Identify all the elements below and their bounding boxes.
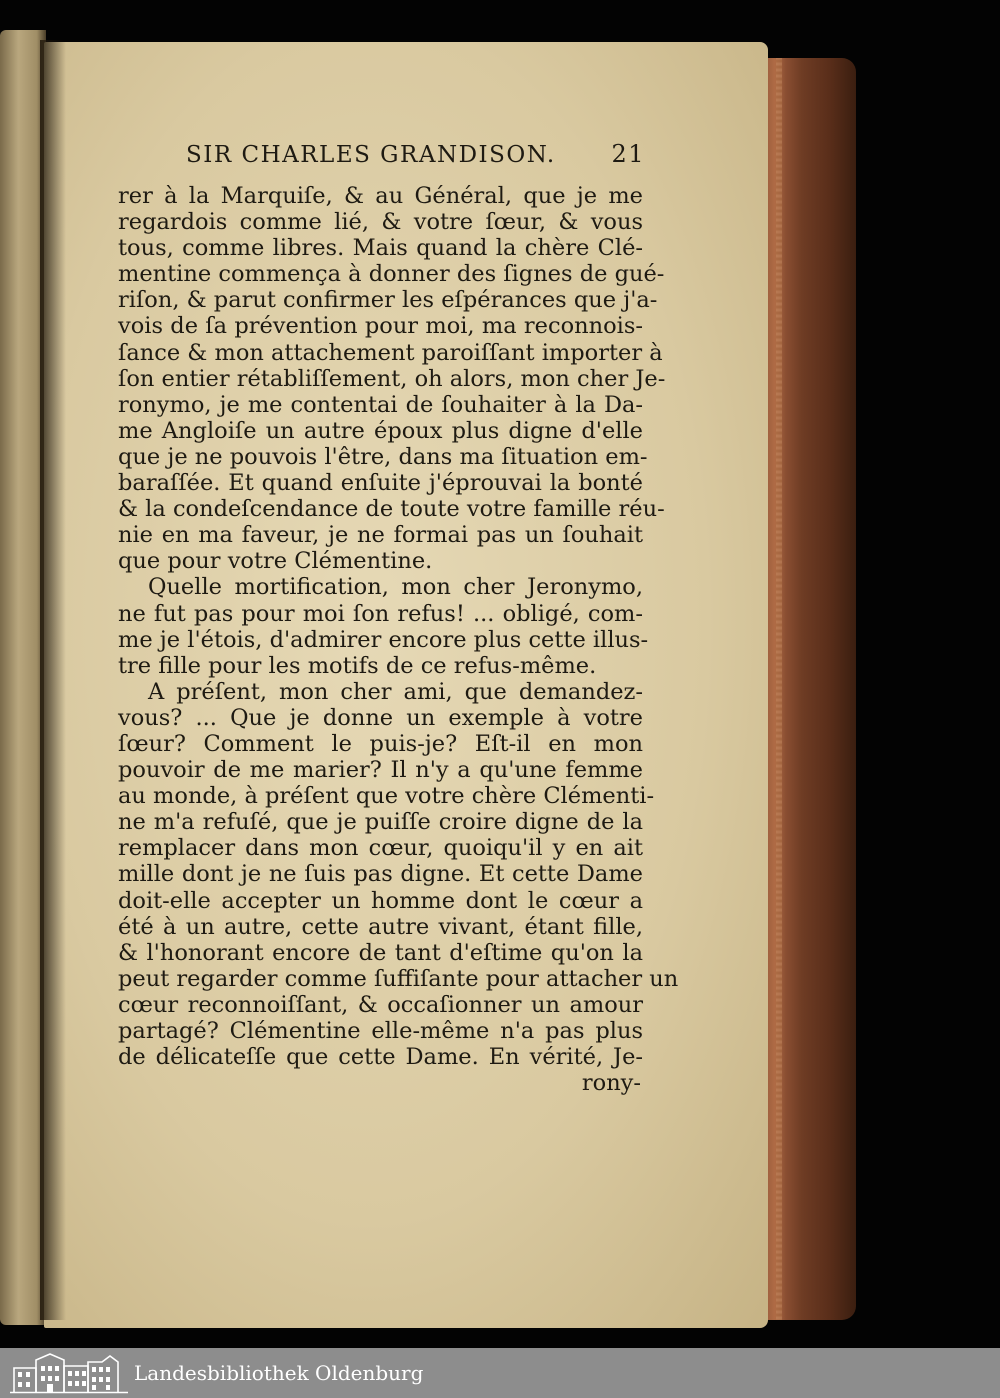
page-number: 21 — [611, 140, 645, 168]
text-line: tous, comme libres. Mais quand la chère Clé- — [118, 235, 643, 262]
catchword: rony- — [581, 1070, 641, 1097]
text-line: riſon, & parut confirmer les eſpérances que j'a- — [118, 287, 658, 314]
text-line: Quelle mortification, mon cher Jeronymo, — [148, 574, 643, 601]
text-line: mille dont je ne ſuis pas digne. Et cette Dame — [118, 861, 643, 888]
text-line: ne m'a refuſé, que je puiſſe croire digne de la — [118, 809, 643, 836]
page-content — [118, 140, 679, 1097]
text-line: au monde, à préſent que votre chère Clémenti- — [118, 783, 655, 810]
running-head-title: SIR CHARLES GRANDISON. — [186, 142, 556, 168]
text-line: doit-elle accepter un homme dont le cœur a — [118, 887, 643, 914]
text-line: partagé? Clémentine elle-même n'a pas plus — [118, 1018, 643, 1044]
text-line: peut regarder comme ſuffiſante pour attacher un — [118, 965, 679, 992]
text-line: regardois comme lié, & votre ſœur, & vous — [118, 209, 643, 236]
running-head — [186, 140, 643, 182]
text-line: de délicateſſe que cette Dame. En vérité, Je- — [118, 1044, 643, 1071]
text-line: été à un autre, cette autre vivant, étant fille, — [118, 913, 643, 940]
body-text — [118, 183, 679, 1071]
text-line: & l'honorant encore de tant d'eſtime qu'on la — [118, 939, 643, 966]
text-line: ne fut pas pour moi ſon refus! ... obligé, com- — [118, 600, 643, 627]
text-line: nie en ma faveur, je ne formai pas un ſouhait — [118, 522, 643, 549]
library-name: Landesbibliothek Oldenburg — [134, 1361, 424, 1385]
text-line: & la condeſcendance de toute votre famille réu- — [118, 496, 665, 523]
library-building-icon — [10, 1352, 128, 1394]
library-footer-bar — [0, 1348, 1000, 1398]
text-line: ſœur? Comment le puis-je? Eſt-il en mon — [118, 730, 643, 757]
text-line: ronymo, je me contentai de ſouhaiter à la Da- — [118, 391, 643, 418]
text-line: vous? ... Que je donne un exemple à votre — [118, 704, 643, 731]
text-line: mentine commença à donner des ſignes de gué- — [118, 261, 665, 288]
text-line: vois de ſa prévention pour moi, ma reconnois- — [118, 313, 643, 340]
text-line: baraſſée. Et quand enſuite j'éprouvai la bonté — [118, 470, 643, 497]
text-line: que pour votre Clémentine. — [118, 548, 433, 575]
text-line: que je ne pouvois l'être, dans ma ſituation em- — [118, 443, 648, 470]
text-line: me je l'étois, d'admirer encore plus cette illus- — [118, 626, 649, 653]
text-line: rer à la Marquiſe, & au Général, que je me — [118, 183, 643, 209]
text-line: me Angloiſe un autre époux plus digne d'elle — [118, 417, 643, 444]
text-line: remplacer dans mon cœur, quoiqu'il y en ait — [118, 835, 643, 862]
text-line: ſon entier rétabliſſement, oh alors, mon cher Je- — [118, 365, 666, 392]
page-gutter-shadow — [40, 40, 66, 1320]
text-line: tre fille pour les motifs de ce refus-même. — [118, 652, 597, 679]
text-line: A préſent, mon cher ami, que demandez- — [148, 678, 643, 705]
book-binding-edge — [766, 58, 856, 1320]
text-line: pouvoir de me marier? Il n'y a qu'une femme — [118, 757, 643, 784]
text-line: ſance & mon attachement paroiſſant importer à — [118, 339, 663, 366]
text-line: cœur reconnoiſſant, & occaſionner un amour — [118, 991, 643, 1018]
